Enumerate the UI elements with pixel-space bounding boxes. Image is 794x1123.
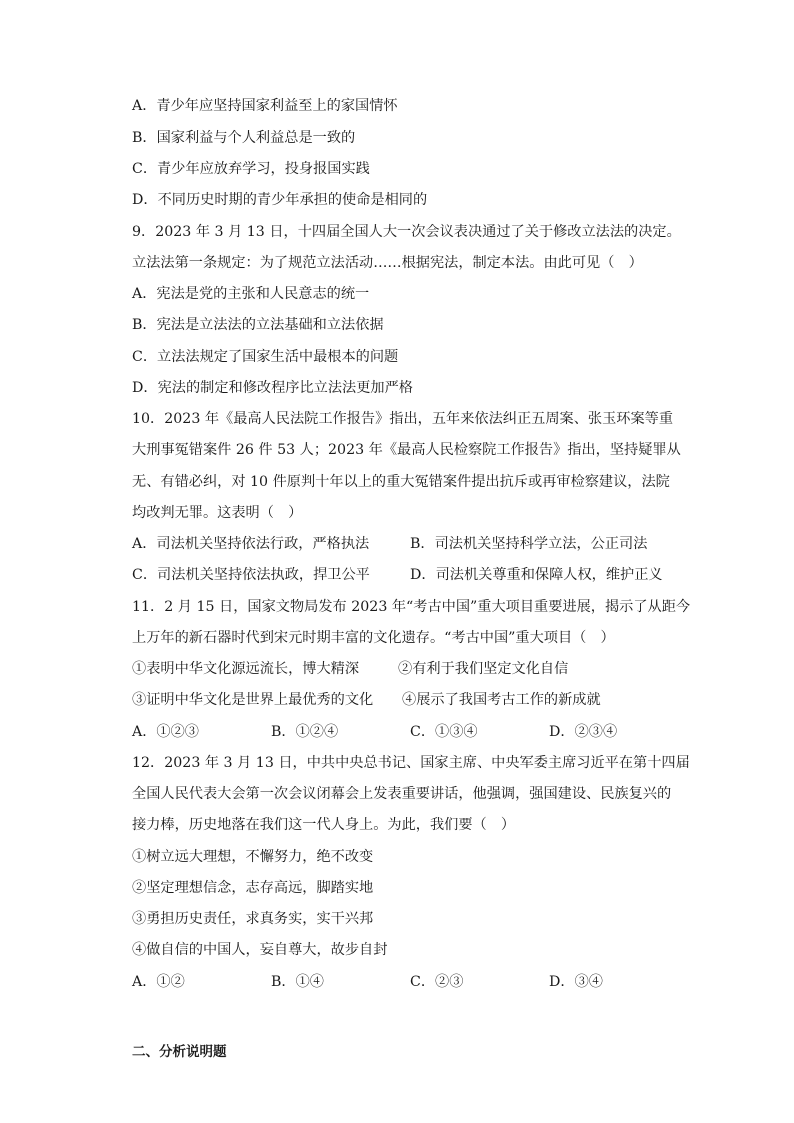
q11-stem-line-2: 上万年的新石器时代到宋元时期丰富的文化遗存。“考古中国”重大项目（ ） xyxy=(132,630,615,646)
q9-option-a: A．宪法是党的主张和人民意志的统一 xyxy=(132,286,370,302)
q10-stem-line-3: 无、有错必纠，对 10 件原判十年以上的重大冤错案件提出抗斥或再审检察建议，法院 xyxy=(132,474,670,490)
q8-option-a: A．青少年应坚持国家利益至上的家国情怀 xyxy=(132,98,398,114)
q11-choice-b: B．①②④ xyxy=(271,724,339,740)
q10-option-a: A．司法机关坚持依法行政，严格执法 xyxy=(132,536,370,552)
q12-statement-2: ②坚定理想信念，志存高远，脚踏实地 xyxy=(132,880,374,896)
q10-stem-line-2: 大刑事冤错案件 26 件 53 人；2023 年《最高人民检察院工作报告》指出，坚持疑罪从 xyxy=(132,442,681,458)
q11-choice-d: D．②③④ xyxy=(549,724,618,740)
q11-choice-a: A．①②③ xyxy=(132,724,199,740)
q11-statement-2: ②有利于我们坚定文化自信 xyxy=(398,661,569,677)
q12-statement-3: ③勇担历史责任，求真务实，实干兴邦 xyxy=(132,911,374,927)
q12-choice-b: B．①④ xyxy=(271,974,324,990)
q12-statement-4: ④做自信的中国人，妄自尊大，故步自封 xyxy=(132,942,388,958)
q12-choice-c: C．②③ xyxy=(410,974,464,990)
q12-statement-1: ①树立远大理想，不懈努力，绝不改变 xyxy=(132,849,374,865)
q11-statement-4: ④展示了我国考古工作的新成就 xyxy=(402,692,601,708)
q8-option-c: C．青少年应放弃学习，投身报国实践 xyxy=(132,161,370,177)
q10-option-d: D．司法机关尊重和保障人权，维护正义 xyxy=(410,567,663,583)
q9-option-c: C．立法法规定了国家生活中最根本的问题 xyxy=(132,349,399,365)
q12-choice-d: D．③④ xyxy=(549,974,603,990)
q8-option-b: B．国家利益与个人利益总是一致的 xyxy=(132,130,356,146)
q12-stem-line-2: 全国人民代表大会第一次会议闭幕会上发表重要讲话，他强调，强国建设、民族复兴的 xyxy=(132,786,672,802)
q10-stem-line-1: 10．2023 年《最高人民法院工作报告》指出，五年来依法纠正五周案、张玉环案等重 xyxy=(132,411,674,427)
q10-option-c: C．司法机关坚持依法执政，捍卫公平 xyxy=(132,567,370,583)
q10-stem-line-4: 均改判无罪。这表明（ ） xyxy=(132,505,303,521)
q9-option-b: B．宪法是立法法的立法基础和立法依据 xyxy=(132,317,384,333)
q11-stem-line-1: 11．2 月 15 日，国家文物局发布 2023 年“考古中国”重大项目重要进展，揭示了从距今 xyxy=(132,599,691,615)
q10-option-b: B．司法机关坚持科学立法，公正司法 xyxy=(410,536,648,552)
q9-option-d: D．宪法的制定和修改程序比立法法更加严格 xyxy=(132,380,413,396)
q11-statement-1: ①表明中华文化源远流长，博大精深 xyxy=(132,661,360,677)
q12-choice-a: A．①② xyxy=(132,974,185,990)
q9-stem-line-1: 9．2023 年 3 月 13 日，十四届全国人大一次会议表决通过了关于修改立法法的决定。 xyxy=(132,224,681,240)
q11-statement-3: ③证明中华文化是世界上最优秀的文化 xyxy=(132,692,374,708)
q12-stem-line-1: 12．2023 年 3 月 13 日，中共中央总书记、国家主席、中央军委主席习近平在第十四届 xyxy=(132,755,690,771)
q9-stem-line-2: 立法法第一条规定：为了规范立法活动……根据宪法，制定本法。由此可见（ ） xyxy=(132,255,643,271)
q8-option-d: D．不同历史时期的青少年承担的使命是相同的 xyxy=(132,192,428,208)
q12-stem-line-3: 接力棒，历史地落在我们这一代人身上。为此，我们要（ ） xyxy=(132,817,516,833)
q11-choice-c: C．①③④ xyxy=(410,724,478,740)
section-heading: 二、分析说明题 xyxy=(132,1044,227,1060)
